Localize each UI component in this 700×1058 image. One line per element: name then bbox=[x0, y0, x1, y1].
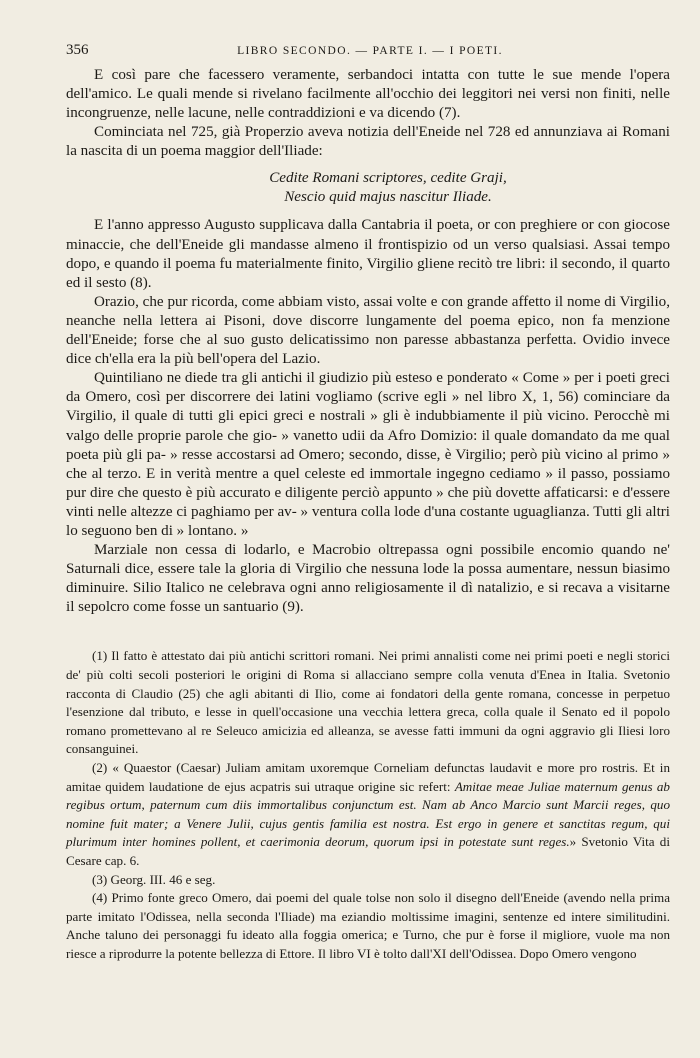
footnotes bbox=[66, 647, 670, 963]
paragraph: Quintiliano ne diede tra gli antichi il giudizio più esteso e ponderato « Come » per i poeti greci da Omero, così per discorrere dei latini vogliamo (scrive egli » nel libro X, 1, 56) cominciare da Virgilio, il quale di tutti gli epici greci e nostrali » gli è indubbiamente il più vicino. Perocchè mi valgo delle proprie parole che gio- » vanetto udii da Afro Domizio: il quale domandato da me qual poeta più gli pa- » resse accostarsi ad Omero; secondo, disse, è Virgilio; però più vicino al primo » che al terzo. E in verità mentre a quel celeste ed immortale ingegno cediamo » il passo, possiamo pur dire che questo è più accurato e diligente perciò appunto » che più dovette affaticarsi: e d'essere vinti nelle altezze ci paghiamo per av- » ventura colla lode d'una costante uguaglianza. Tutti gli altri lo seguono ben di » lontano. » bbox=[66, 370, 670, 539]
footnote-text: » Svetonio Vita di Cesare cap. 6. bbox=[66, 834, 670, 868]
verse-line: Nescio quid majus nascitur Iliade. bbox=[284, 189, 492, 206]
footnote-text: patris sui utraque origine sic refert: bbox=[261, 778, 455, 794]
footnote-separator bbox=[66, 617, 670, 647]
paragraph: E così pare che facessero veramente, serbandoci intatta con tutte le sue mende l'opera dell'amico. Le quali mende si rivelano facilmente all'occhio dei leggitori nei versi non finiti, nelle incongruenze, nelle lacune, nelle contraddizioni e va dicendo (7). bbox=[66, 67, 670, 122]
footnote bbox=[66, 759, 670, 871]
footnote: (1) Il fatto è attestato dai più antichi scrittori romani. Nei primi annalisti come nei primi poeti e negli storici de' più colti secoli posteriori le origini di Roma si allacciano sempre colla venuta d'Enea in Italia. Svetonio racconta di Claudio (25) che agli abitanti di Ilio, come ai fondatori della gente romana, concesse in perpetuo l'esenzione dal tributo, e lesse in quell'occasione una vecchia lettera greca, colla quale il Senato ed il popolo romano promettevano al re Seleuco amicizia ed alleanza, se avesse fatti immuni da ogni aggravio gli Iliesi loro consanguinei. bbox=[66, 648, 670, 757]
footnote-latin-quote: Amitae meae Juliae maternum genus ab regibus ortum, paternum cum diis immortalibus conjunctum est. Nam ab Anco Marcio sunt Marcii reges, quo nomine fuit mater; a Venere Julii, cujus gentis familia est nostra. Est ergo in genere et sanctitas regum, qui plurimum inter homines pollent, et caerimonia deorum, quorum ipsi in potestate sunt reges. bbox=[66, 778, 670, 850]
verse-line: Cedite Romani scriptores, cedite Graji, bbox=[269, 170, 507, 187]
paragraph: Cominciata nel 725, già Properzio aveva notizia dell'Eneide nel 728 ed annunziava ai Romani la nascita di un poema maggior dell'Iliade: bbox=[66, 124, 670, 160]
footnote: (3) Georg. III. 46 e seg. bbox=[92, 871, 216, 887]
verse-quotation bbox=[66, 169, 670, 207]
paragraph: Orazio, che pur ricorda, come abbiam visto, assai volte e con grande affetto il nome di Virgilio, neanche nella lettera ai Pisoni, dove discorre lungamente del poema epico, non fa menzione dell'Eneide; forse che al suo gusto delicatissimo non paresse abbastanza perfetta. Ovidio invece dice ch'ella era la più bell'opera del Lazio. bbox=[66, 293, 670, 368]
footnote-text: (2) « Quaestor (Caesar) Juliam amitam uxoremque Corneliam defunctas laudavit e more pro rostris. Et in amitae quidem laudatione de ejus ac bbox=[66, 760, 670, 794]
paragraph: E l'anno appresso Augusto supplicava dalla Cantabria il poeta, or con preghiere or con giocose minaccie, che dell'Eneide gli mandasse almeno il frontispizio od un verso qualsiasi. Assai tempo dopo, e quando il poema fu materialmente finito, Virgilio gliene recitò tre libri: il secondo, il quarto ed il sesto (8). bbox=[66, 217, 670, 291]
running-title: LIBRO SECONDO. — PARTE I. — I POETI. bbox=[237, 45, 503, 57]
page-header bbox=[66, 42, 670, 62]
paragraph: Marziale non cessa di lodarlo, e Macrobio oltrepassa ogni possibile encomio quando ne' Saturnali dice, essere tale la gloria di Virgilio che nessuna lode la possa aumentare, nessun biasimo diminuire. Silio Italico ne celebrava ogni anno religiosamente il dì natalizio, e si recava a visitarne il sepolcro come fosse un santuario (9). bbox=[66, 542, 670, 616]
page-number: 356 bbox=[66, 42, 89, 58]
book-page bbox=[66, 42, 670, 964]
main-text bbox=[66, 66, 670, 617]
footnote: (4) Primo fonte greco Omero, dai poemi del quale tolse non solo il disegno dell'Eneide (avendo nella prima parte imitato l'Odissea, nella seconda l'Iliade) ma eziandio moltissime imagini, sentenze ed intere similitudini. Anche taluno dei personaggi fu ideato alla foggia omerica; e Turno, che pur è forse il migliore, vuole ma non riesce a riprodurre la potente bellezza di Ettore. Il libro VI è tolto dall'XI dell'Odissea. Dopo Omero vengono bbox=[66, 890, 670, 961]
